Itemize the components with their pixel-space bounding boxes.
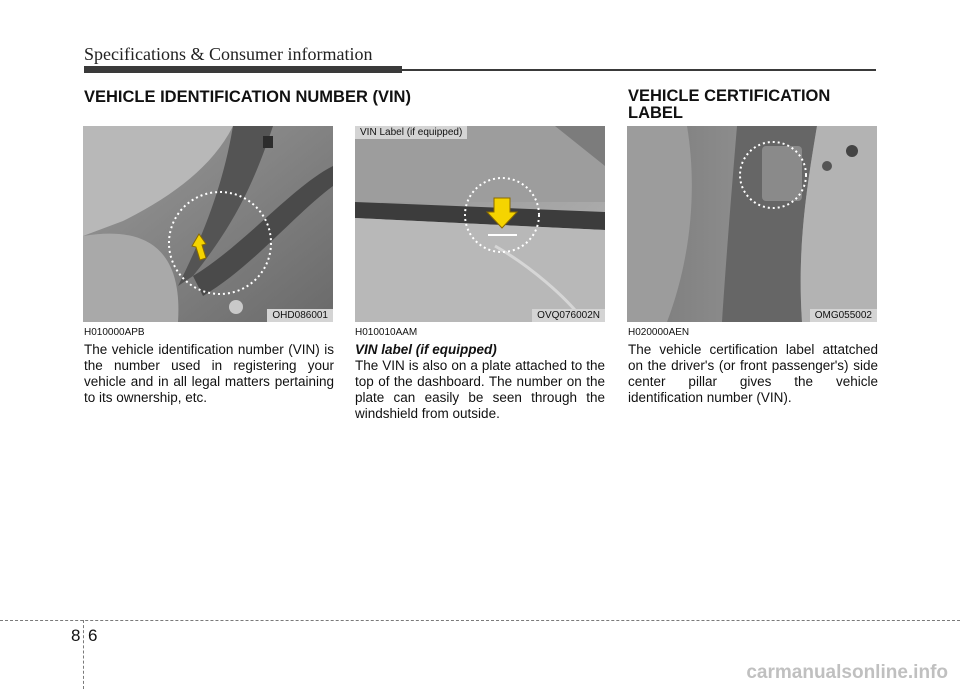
figure-code-2: OVQ076002N (532, 309, 605, 322)
paragraph-vin: The vehicle identification number (VIN) is the number used in registering your vehicle and in all legal matters pertaining to its ownership, etc. (84, 342, 334, 405)
reference-code-3: H020000AEN (628, 327, 690, 338)
page-header-title: Specifications & Consumer information (84, 44, 373, 64)
watermark-text: carmanualsonline.info (746, 662, 948, 683)
page-number-chapter: 8 (71, 626, 81, 645)
section-title-certification-line2: LABEL (628, 104, 683, 122)
subheading-vin-label: VIN label (if equipped) (355, 342, 497, 357)
figure-certification-pillar-photo (627, 126, 877, 322)
reference-code-2: H010010AAM (355, 327, 418, 338)
section-title-certification-line1: VEHICLE CERTIFICATION (628, 87, 831, 105)
header-rule-thick (84, 66, 402, 73)
section-title-certification (628, 88, 830, 122)
figure-vin-floor-photo (83, 126, 333, 322)
reference-code-1: H010000APB (84, 327, 145, 338)
footer-divider (83, 620, 84, 689)
figure-code-3: OMG055002 (810, 309, 877, 322)
paragraph-vin-label: The VIN is also on a plate attached to the top of the dashboard. The number on the plate can easily be seen through the windshield from outside. (355, 358, 605, 421)
paragraph-certification: The vehicle certification label attatched on the driver's (or front passenger's) side center pillar gives the vehicle identification number (VIN). (628, 342, 878, 405)
figure-vin-windshield-photo (355, 126, 605, 322)
section-title-vin: VEHICLE IDENTIFICATION NUMBER (VIN) (84, 88, 411, 106)
figure-overlay-label: VIN Label (if equipped) (355, 126, 467, 139)
footer-rule (0, 620, 960, 621)
page-number-page: 6 (88, 626, 98, 645)
figure-code-1: OHD086001 (267, 309, 333, 322)
header-rule-thin (402, 69, 876, 71)
